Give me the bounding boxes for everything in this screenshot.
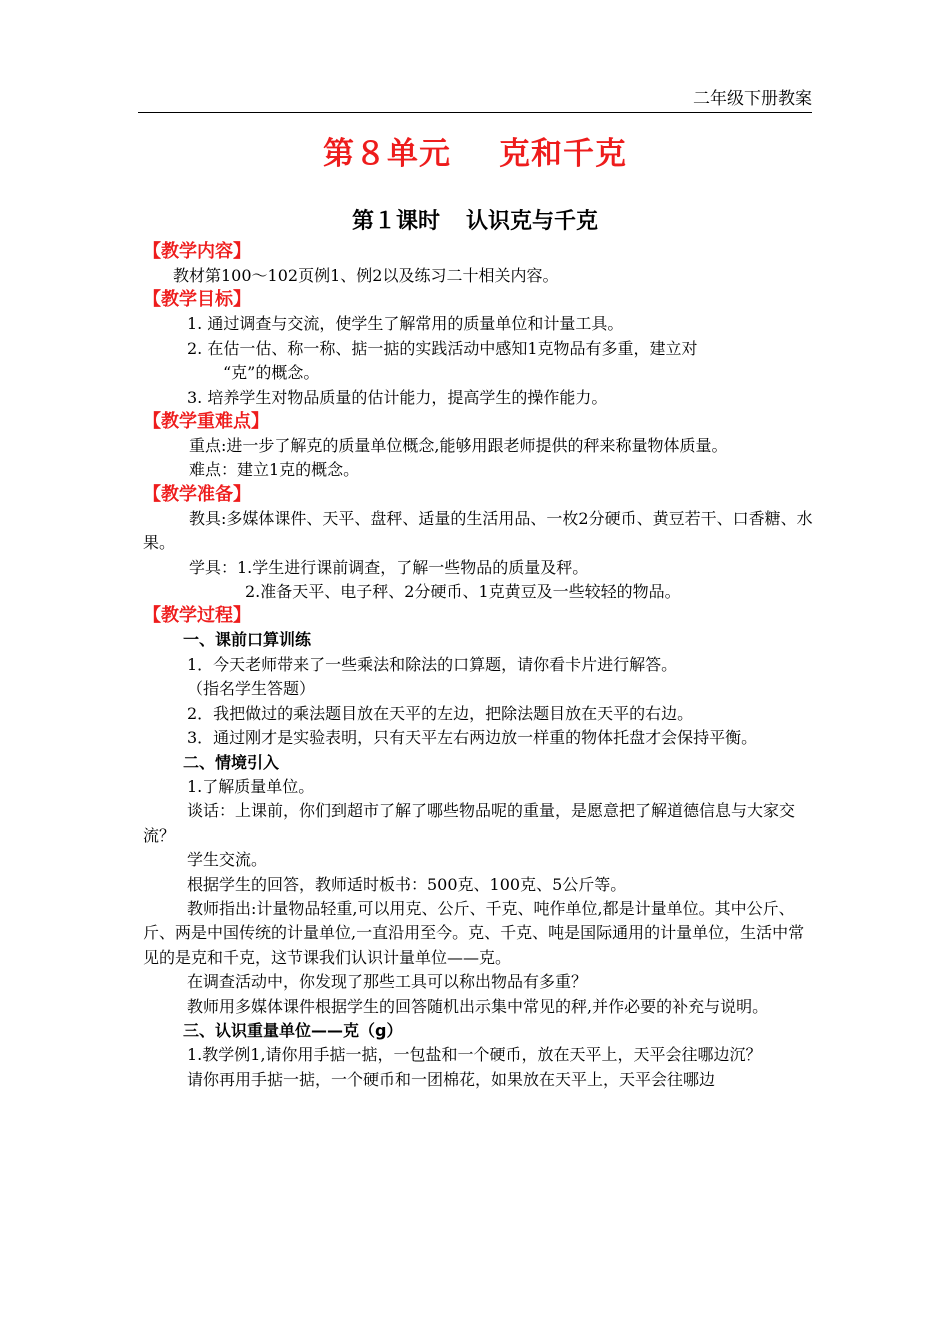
section-heading-goals: 【教学目标】 bbox=[143, 289, 251, 311]
student-materials-1: 学具：1.学生进行课前调查，了解一些物品的质量及秤。 bbox=[189, 557, 589, 577]
process-step: （指名学生答题） bbox=[187, 679, 316, 699]
process-step: 在调查活动中，你发现了那些工具可以称出物品有多重？ bbox=[187, 972, 588, 992]
document-header: 二年级下册教案 bbox=[693, 89, 812, 109]
goal-item: 2. 在估一估、称一称、掂一掂的实践活动中感知1克物品有多重，建立对 bbox=[187, 338, 698, 358]
process-step: 3．通过刚才是实验表明，只有天平左右两边放一样重的物体托盘才会保持平衡。 bbox=[187, 728, 758, 748]
goal-item: 1. 通过调查与交流，使学生了解常用的质量单位和计量工具。 bbox=[187, 314, 624, 334]
section-heading-key-points: 【教学重难点】 bbox=[143, 411, 269, 433]
process-part-1-title: 一、课前口算训练 bbox=[183, 630, 312, 650]
unit-number: 第８单元 bbox=[323, 136, 451, 172]
lesson-period: 第１课时 bbox=[351, 209, 440, 234]
process-step: 学生交流。 bbox=[187, 850, 268, 870]
header-divider bbox=[138, 112, 812, 113]
process-part-2-title: 二、情境引入 bbox=[183, 752, 280, 772]
process-step: 1.教学例1,请你用手掂一掂，一包盐和一个硬币，放在天平上，天平会往哪边沉？ bbox=[187, 1045, 762, 1065]
section-heading-process: 【教学过程】 bbox=[143, 605, 251, 627]
lesson-topic: 认识克与千克 bbox=[466, 209, 599, 234]
content-text: 教材第100～102页例1、例2以及练习二十相关内容。 bbox=[173, 266, 559, 285]
process-step: 教师用多媒体课件根据学生的回答随机出示集中常见的秤,并作必要的补充与说明。 bbox=[187, 996, 769, 1016]
difficulty-text: 难点：建立1克的概念。 bbox=[189, 460, 360, 480]
unit-topic: 克和千克 bbox=[499, 136, 627, 172]
teacher-materials: 教具:多媒体课件、天平、盘秤、适量的生活用品、一枚2分硬币、黄豆若干、口香糖、水果。 bbox=[143, 508, 813, 553]
process-step: 谈话：上课前，你们到超市了解了哪些物品呢的重量，是愿意把了解道德信息与大家交流？ bbox=[143, 801, 796, 845]
goal-item: 3. 培养学生对物品质量的估计能力，提高学生的操作能力。 bbox=[187, 387, 608, 407]
key-point-text: 重点:进一步了解克的质量单位概念,能够用跟老师提供的秤来称量物体质量。 bbox=[189, 436, 728, 456]
process-step: 请你再用手掂一掂，一个硬币和一团棉花，如果放在天平上，天平会往哪边 bbox=[187, 1069, 716, 1089]
lesson-title bbox=[0, 204, 950, 235]
process-step: 1．今天老师带来了一些乘法和除法的口算题，请你看卡片进行解答。 bbox=[187, 654, 678, 674]
section-heading-content: 【教学内容】 bbox=[143, 241, 251, 262]
goal-item-continued: “克”的概念。 bbox=[223, 363, 320, 383]
process-step: 2．我把做过的乘法题目放在天平的左边，把除法题目放在天平的右边。 bbox=[187, 703, 694, 723]
student-materials-2: 2.准备天平、电子秤、2分硬币、1克黄豆及一些较轻的物品。 bbox=[245, 582, 681, 602]
process-part-3-title: 三、认识重量单位——克（g） bbox=[183, 1020, 403, 1040]
process-step: 根据学生的回答，教师适时板书：500克、100克、5公斤等。 bbox=[187, 874, 627, 894]
process-step: 教师指出:计量物品轻重,可以用克、公斤、千克、吨作单位,都是计量单位。其中公斤、斤、两是中国传统的计量单位,一直沿用至今。克、千克、吨是国际通用的计量单位，生活中常见的是克和千克，这节课我们认识计量单位——克。 bbox=[143, 898, 805, 967]
section-heading-preparation: 【教学准备】 bbox=[143, 483, 251, 505]
lesson-body bbox=[143, 240, 815, 1092]
unit-title bbox=[0, 128, 950, 173]
process-step: 1.了解质量单位。 bbox=[187, 776, 315, 796]
